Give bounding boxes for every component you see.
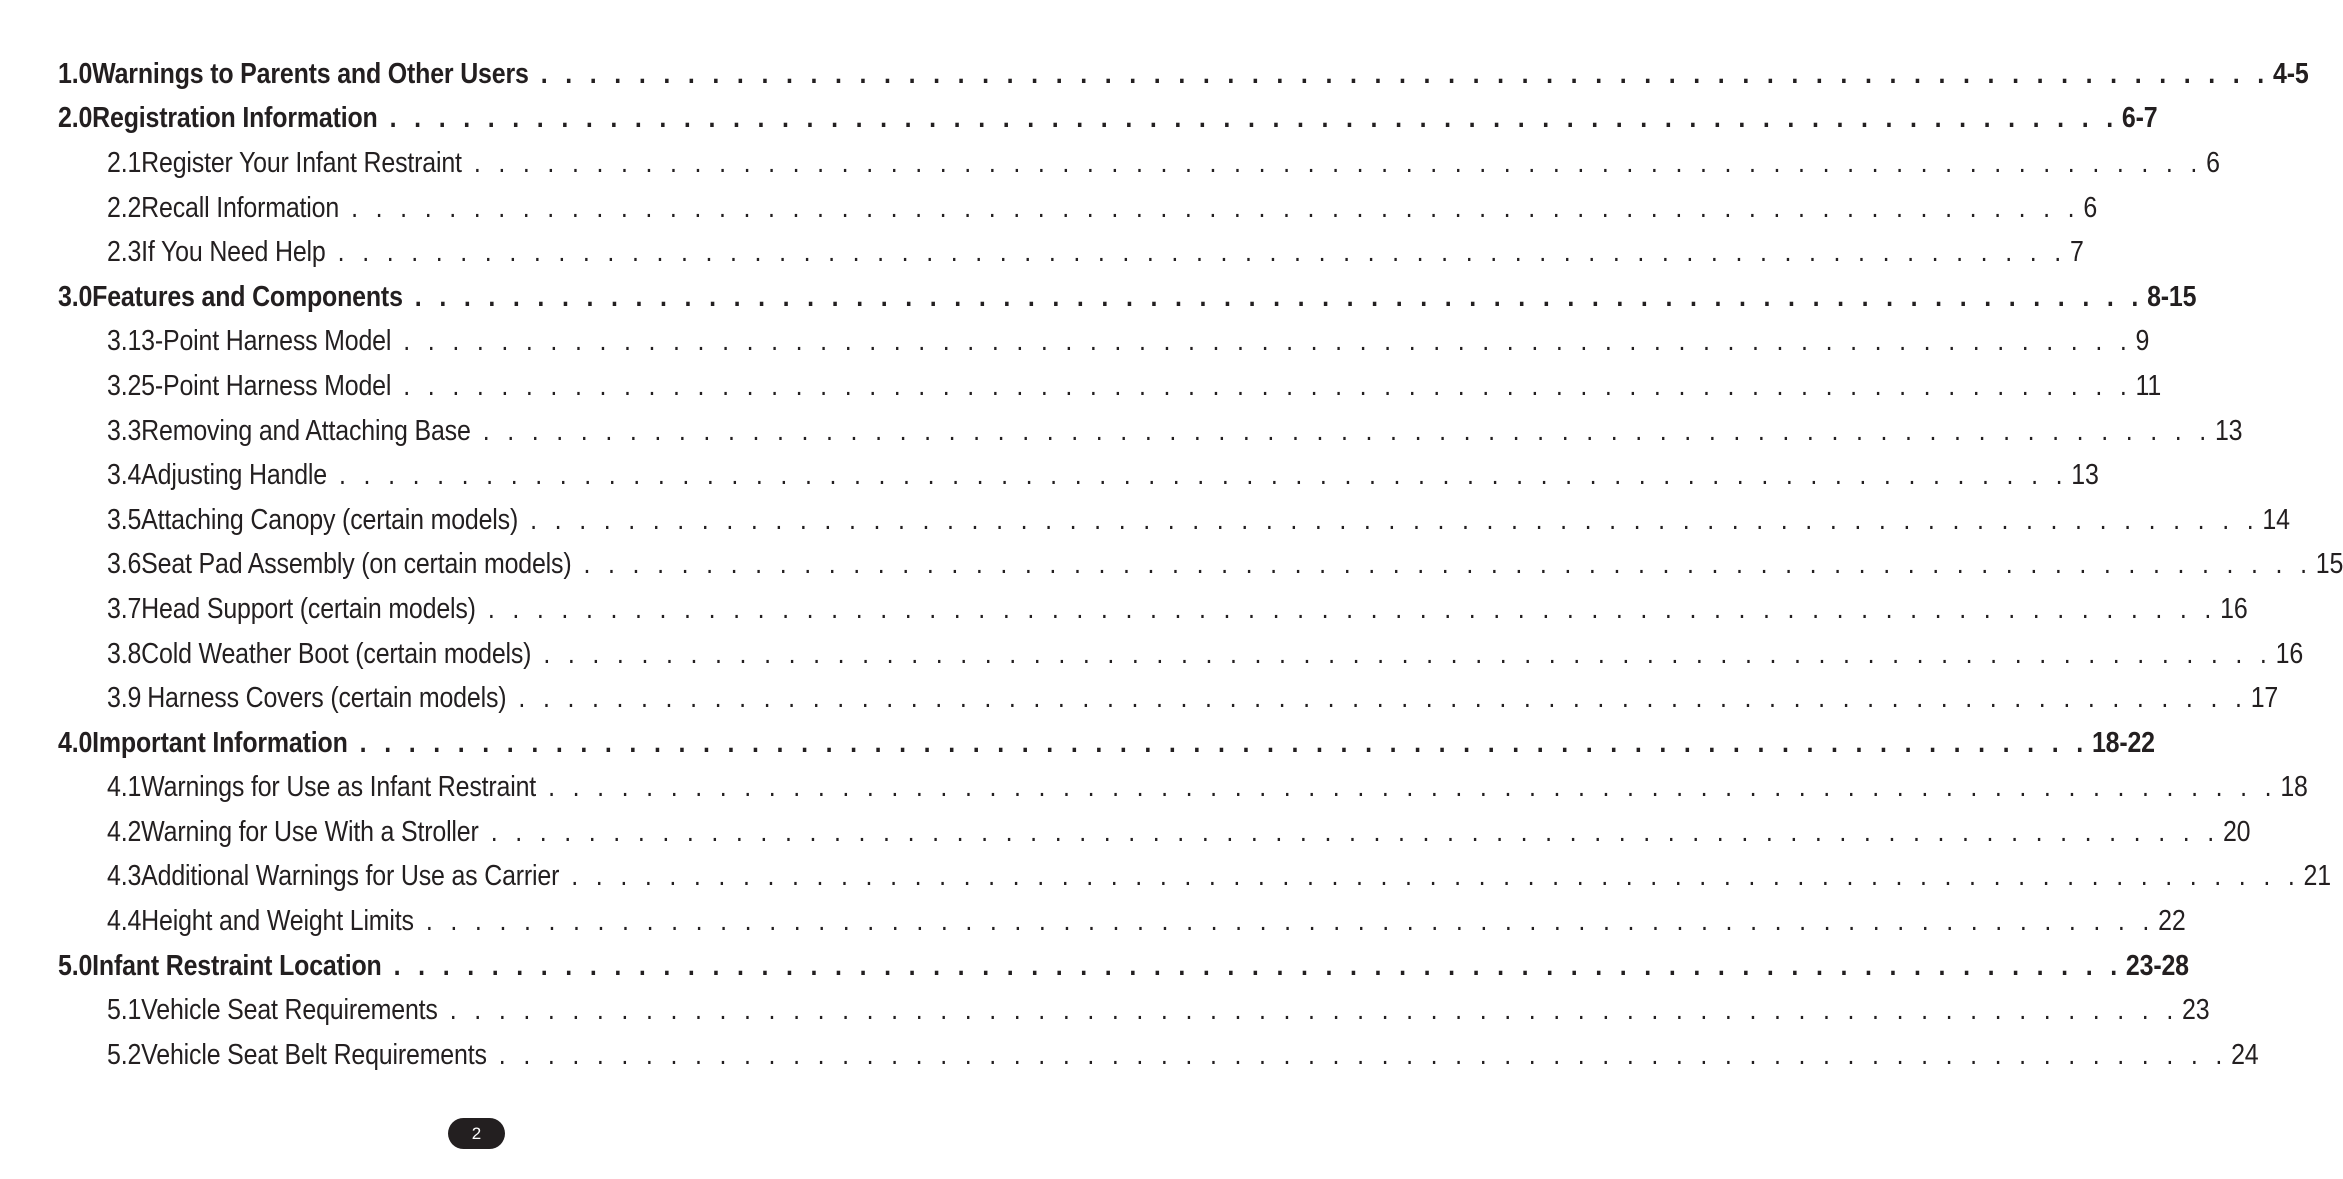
toc-subsection-row bbox=[58, 632, 2304, 677]
toc-subsection-row bbox=[58, 141, 2220, 186]
toc-entry-number: 3.3 bbox=[107, 414, 142, 447]
toc-entry-title: Warning for Use With a Stroller bbox=[141, 815, 479, 848]
toc-entry-title: Vehicle Seat Requirements bbox=[141, 994, 438, 1027]
dot-leader: . . . . . . . . . . . . . . . . . . . . . . . . . . . . . . . . . . . . . . . . . . . . . . . . . . . . . . . . . . . . . . . . . . . . . . . bbox=[490, 815, 2220, 848]
toc-subsection-row bbox=[58, 364, 2162, 409]
page-number: 2 bbox=[471, 1123, 482, 1143]
dot-leader: . . . . . . . . . . . . . . . . . . . . . . . . . . . . . . . . . . . . . . . . . . . . . . . . . . . . . . . . . . . . . . . . . . . . . . . bbox=[571, 860, 2301, 893]
toc-entry-title: 5-Point Harness Model bbox=[141, 369, 392, 402]
dot-leader: . . . . . . . . . . . . . . . . . . . . . . . . . . . . . . . . . . . . . . . . . . . . . . . . . . . . . . . . . . . . . . . . . . . . . . . bbox=[543, 637, 2273, 670]
dot-leader: . . . . . . . . . . . . . . . . . . . . . . . . . . . . . . . . . . . . . . . . . . . . . . . . . . . . . . . . . . . . . . . . . . . . . . . bbox=[449, 994, 2179, 1027]
toc-entry-number: 2.0 bbox=[58, 102, 93, 135]
toc-entry-number: 5.2 bbox=[107, 1038, 142, 1071]
toc-entry-title: Attaching Canopy (certain models) bbox=[141, 503, 519, 536]
toc-entry-page: 23-28 bbox=[2125, 949, 2189, 982]
toc-entry-title: Removing and Attaching Base bbox=[141, 414, 471, 447]
toc-subsection-row bbox=[58, 855, 2331, 900]
toc-entry-page: 16 bbox=[2220, 592, 2248, 625]
toc-subsection-row bbox=[58, 230, 2084, 275]
toc-entry-number: 4.4 bbox=[107, 905, 142, 938]
toc-entry-title: Warnings for Use as Infant Restraint bbox=[141, 771, 537, 804]
toc-entry-number: 5.1 bbox=[107, 994, 142, 1027]
toc-entry-number: 3.5 bbox=[107, 503, 142, 536]
toc-entry-page: 21 bbox=[2303, 860, 2331, 893]
toc-section-row bbox=[58, 275, 2197, 320]
toc-entry-title: Additional Warnings for Use as Carrier bbox=[141, 860, 560, 893]
toc-entry-number: 3.1 bbox=[107, 325, 142, 358]
toc-entry-number: 3.4 bbox=[107, 459, 142, 492]
toc-subsection-row bbox=[58, 766, 2308, 811]
toc-section-row bbox=[58, 944, 2189, 989]
toc-entry-number: 3.6 bbox=[107, 548, 142, 581]
toc-subsection-row bbox=[58, 988, 2210, 1033]
toc-entry-title: Harness Covers (certain models) bbox=[147, 682, 507, 715]
toc-entry-page: 20 bbox=[2222, 815, 2251, 848]
dot-leader: . . . . . . . . . . . . . . . . . . . . . . . . . . . . . . . . . . . . . . . . . . . . . . . . . . . . . . . . . . . . . . . . . . . . . . . bbox=[518, 682, 2248, 715]
toc-entry-number: 3.8 bbox=[107, 637, 142, 670]
dot-leader: . . . . . . . . . . . . . . . . . . . . . . . . . . . . . . . . . . . . . . . . . . . . . . . . . . . . . . . . . . . . . . . . . . . . . . . bbox=[498, 1038, 2228, 1071]
dot-leader: . . . . . . . . . . . . . . . . . . . . . . . . . . . . . . . . . . . . . . . . . . . . . . . . . . . . . . . . . . . . . . . . . . . . . . . bbox=[359, 726, 2089, 759]
toc-entry-page: 23 bbox=[2182, 994, 2210, 1027]
toc-section-row bbox=[58, 721, 2155, 766]
dot-leader: . . . . . . . . . . . . . . . . . . . . . . . . . . . . . . . . . . . . . . . . . . . . . . . . . . . . . . . . . . . . . . . . . . . . . . . bbox=[482, 414, 2212, 447]
table-of-contents bbox=[58, 52, 2343, 1078]
dot-leader: . . . . . . . . . . . . . . . . . . . . . . . . . . . . . . . . . . . . . . . . . . . . . . . . . . . . . . . . . . . . . . . . . . . . . . . bbox=[403, 369, 2133, 402]
toc-entry-number: 2.2 bbox=[107, 191, 142, 224]
toc-entry-title: Seat Pad Assembly (on certain models) bbox=[141, 548, 572, 581]
toc-entry-title: Important Information bbox=[92, 726, 348, 759]
dot-leader: . . . . . . . . . . . . . . . . . . . . . . . . . . . . . . . . . . . . . . . . . . . . . . . . . . . . . . . . . . . . . . . . . . . . . . . bbox=[425, 905, 2155, 938]
toc-subsection-row bbox=[58, 543, 2343, 588]
toc-entry-page: 6 bbox=[2083, 191, 2098, 224]
toc-entry-number: 4.3 bbox=[107, 860, 142, 893]
toc-entry-title: Adjusting Handle bbox=[141, 459, 327, 492]
toc-subsection-row bbox=[58, 1033, 2259, 1078]
toc-entry-number: 3.7 bbox=[107, 592, 142, 625]
dot-leader: . . . . . . . . . . . . . . . . . . . . . . . . . . . . . . . . . . . . . . . . . . . . . . . . . . . . . . . . . . . . . . . . . . . . . . . bbox=[393, 949, 2123, 982]
dot-leader: . . . . . . . . . . . . . . . . . . . . . . . . . . . . . . . . . . . . . . . . . . . . . . . . . . . . . . . . . . . . . . . . . . . . . . . bbox=[414, 280, 2144, 313]
toc-subsection-row bbox=[58, 320, 2150, 365]
toc-entry-title: Warnings to Parents and Other Users bbox=[92, 57, 529, 90]
toc-subsection-row bbox=[58, 409, 2243, 454]
dot-leader: . . . . . . . . . . . . . . . . . . . . . . . . . . . . . . . . . . . . . . . . . . . . . . . . . . . . . . . . . . . . . . . . . . . . . . . bbox=[487, 592, 2217, 625]
toc-entry-title: Register Your Infant Restraint bbox=[141, 146, 462, 179]
dot-leader: . . . . . . . . . . . . . . . . . . . . . . . . . . . . . . . . . . . . . . . . . . . . . . . . . . . . . . . . . . . . . . . . . . . . . . . bbox=[473, 146, 2203, 179]
toc-entry-title: Height and Weight Limits bbox=[141, 905, 414, 938]
toc-entry-page: 8-15 bbox=[2147, 280, 2197, 313]
toc-entry-number: 3.9 bbox=[107, 682, 142, 715]
toc-entry-page: 13 bbox=[2214, 414, 2243, 447]
toc-entry-title: Head Support (certain models) bbox=[141, 592, 476, 625]
toc-entry-title: Registration Information bbox=[92, 102, 378, 135]
dot-leader: . . . . . . . . . . . . . . . . . . . . . . . . . . . . . . . . . . . . . . . . . . . . . . . . . . . . . . . . . . . . . . . . . . . . . . . bbox=[403, 325, 2133, 358]
page-number-badge bbox=[448, 1118, 505, 1149]
dot-leader: . . . . . . . . . . . . . . . . . . . . . . . . . . . . . . . . . . . . . . . . . . . . . . . . . . . . . . . . . . . . . . . . . . . . . . . bbox=[548, 771, 2277, 804]
toc-entry-number: 2.3 bbox=[107, 236, 142, 269]
toc-entry-page: 6-7 bbox=[2121, 102, 2158, 135]
toc-entry-number: 4.2 bbox=[107, 815, 142, 848]
toc-entry-page: 14 bbox=[2262, 503, 2290, 536]
toc-section-row bbox=[58, 52, 2309, 97]
toc-entry-page: 11 bbox=[2135, 369, 2162, 402]
toc-subsection-row bbox=[58, 676, 2279, 721]
toc-entry-number: 2.1 bbox=[107, 146, 142, 179]
toc-subsection-row bbox=[58, 453, 2099, 498]
toc-entry-number: 4.0 bbox=[58, 726, 93, 759]
toc-subsection-row bbox=[58, 810, 2251, 855]
toc-entry-number: 3.2 bbox=[107, 369, 142, 402]
toc-entry-number: 1.0 bbox=[58, 57, 93, 90]
toc-entry-title: Recall Information bbox=[141, 191, 340, 224]
toc-entry-title: Infant Restraint Location bbox=[92, 949, 382, 982]
toc-subsection-row bbox=[58, 587, 2248, 632]
toc-entry-page: 15 bbox=[2315, 548, 2343, 581]
toc-entry-title: If You Need Help bbox=[141, 236, 326, 269]
toc-entry-page: 4-5 bbox=[2273, 57, 2309, 90]
toc-entry-title: Features and Components bbox=[92, 280, 403, 313]
toc-entry-page: 18-22 bbox=[2091, 726, 2155, 759]
dot-leader: . . . . . . . . . . . . . . . . . . . . . . . . . . . . . . . . . . . . . . . . . . . . . . . . . . . . . . . . . . . . . . . . . . . . . . . bbox=[389, 102, 2119, 135]
dot-leader: . . . . . . . . . . . . . . . . . . . . . . . . . . . . . . . . . . . . . . . . . . . . . . . . . . . . . . . . . . . . . . . . . . . . . . . bbox=[530, 503, 2259, 536]
toc-entry-title: 3-Point Harness Model bbox=[141, 325, 392, 358]
dot-leader: . . . . . . . . . . . . . . . . . . . . . . . . . . . . . . . . . . . . . . . . . . . . . . . . . . . . . . . . . . . . . . . . . . . . . . . bbox=[351, 191, 2080, 224]
toc-entry-page: 6 bbox=[2206, 146, 2220, 179]
toc-entry-page: 18 bbox=[2280, 771, 2308, 804]
toc-entry-number: 5.0 bbox=[58, 949, 93, 982]
toc-section-row bbox=[58, 97, 2158, 142]
dot-leader: . . . . . . . . . . . . . . . . . . . . . . . . . . . . . . . . . . . . . . . . . . . . . . . . . . . . . . . . . . . . . . . . . . . . . . . bbox=[337, 236, 2067, 269]
toc-subsection-row bbox=[58, 186, 2098, 231]
dot-leader: . . . . . . . . . . . . . . . . . . . . . . . . . . . . . . . . . . . . . . . . . . . . . . . . . . . . . . . . . . . . . . . . . . . . . . . bbox=[339, 459, 2068, 492]
toc-entry-page: 22 bbox=[2158, 905, 2186, 938]
dot-leader: . . . . . . . . . . . . . . . . . . . . . . . . . . . . . . . . . . . . . . . . . . . . . . . . . . . . . . . . . . . . . . . . . . . . . . . bbox=[540, 57, 2270, 90]
toc-entry-title: Vehicle Seat Belt Requirements bbox=[141, 1038, 487, 1071]
toc-entry-page: 7 bbox=[2069, 236, 2084, 269]
toc-entry-number: 3.0 bbox=[58, 280, 93, 313]
toc-entry-title: Cold Weather Boot (certain models) bbox=[141, 637, 532, 670]
dot-leader: . . . . . . . . . . . . . . . . . . . . . . . . . . . . . . . . . . . . . . . . . . . . . . . . . . . . . . . . . . . . . . . . . . . . . . . bbox=[583, 548, 2313, 581]
toc-entry-page: 17 bbox=[2250, 682, 2279, 715]
toc-entry-page: 24 bbox=[2231, 1038, 2259, 1071]
toc-entry-page: 9 bbox=[2135, 325, 2150, 358]
toc-subsection-row bbox=[58, 899, 2186, 944]
toc-entry-page: 16 bbox=[2275, 637, 2304, 670]
toc-subsection-row bbox=[58, 498, 2290, 543]
toc-entry-page: 13 bbox=[2071, 459, 2099, 492]
toc-entry-number: 4.1 bbox=[107, 771, 142, 804]
